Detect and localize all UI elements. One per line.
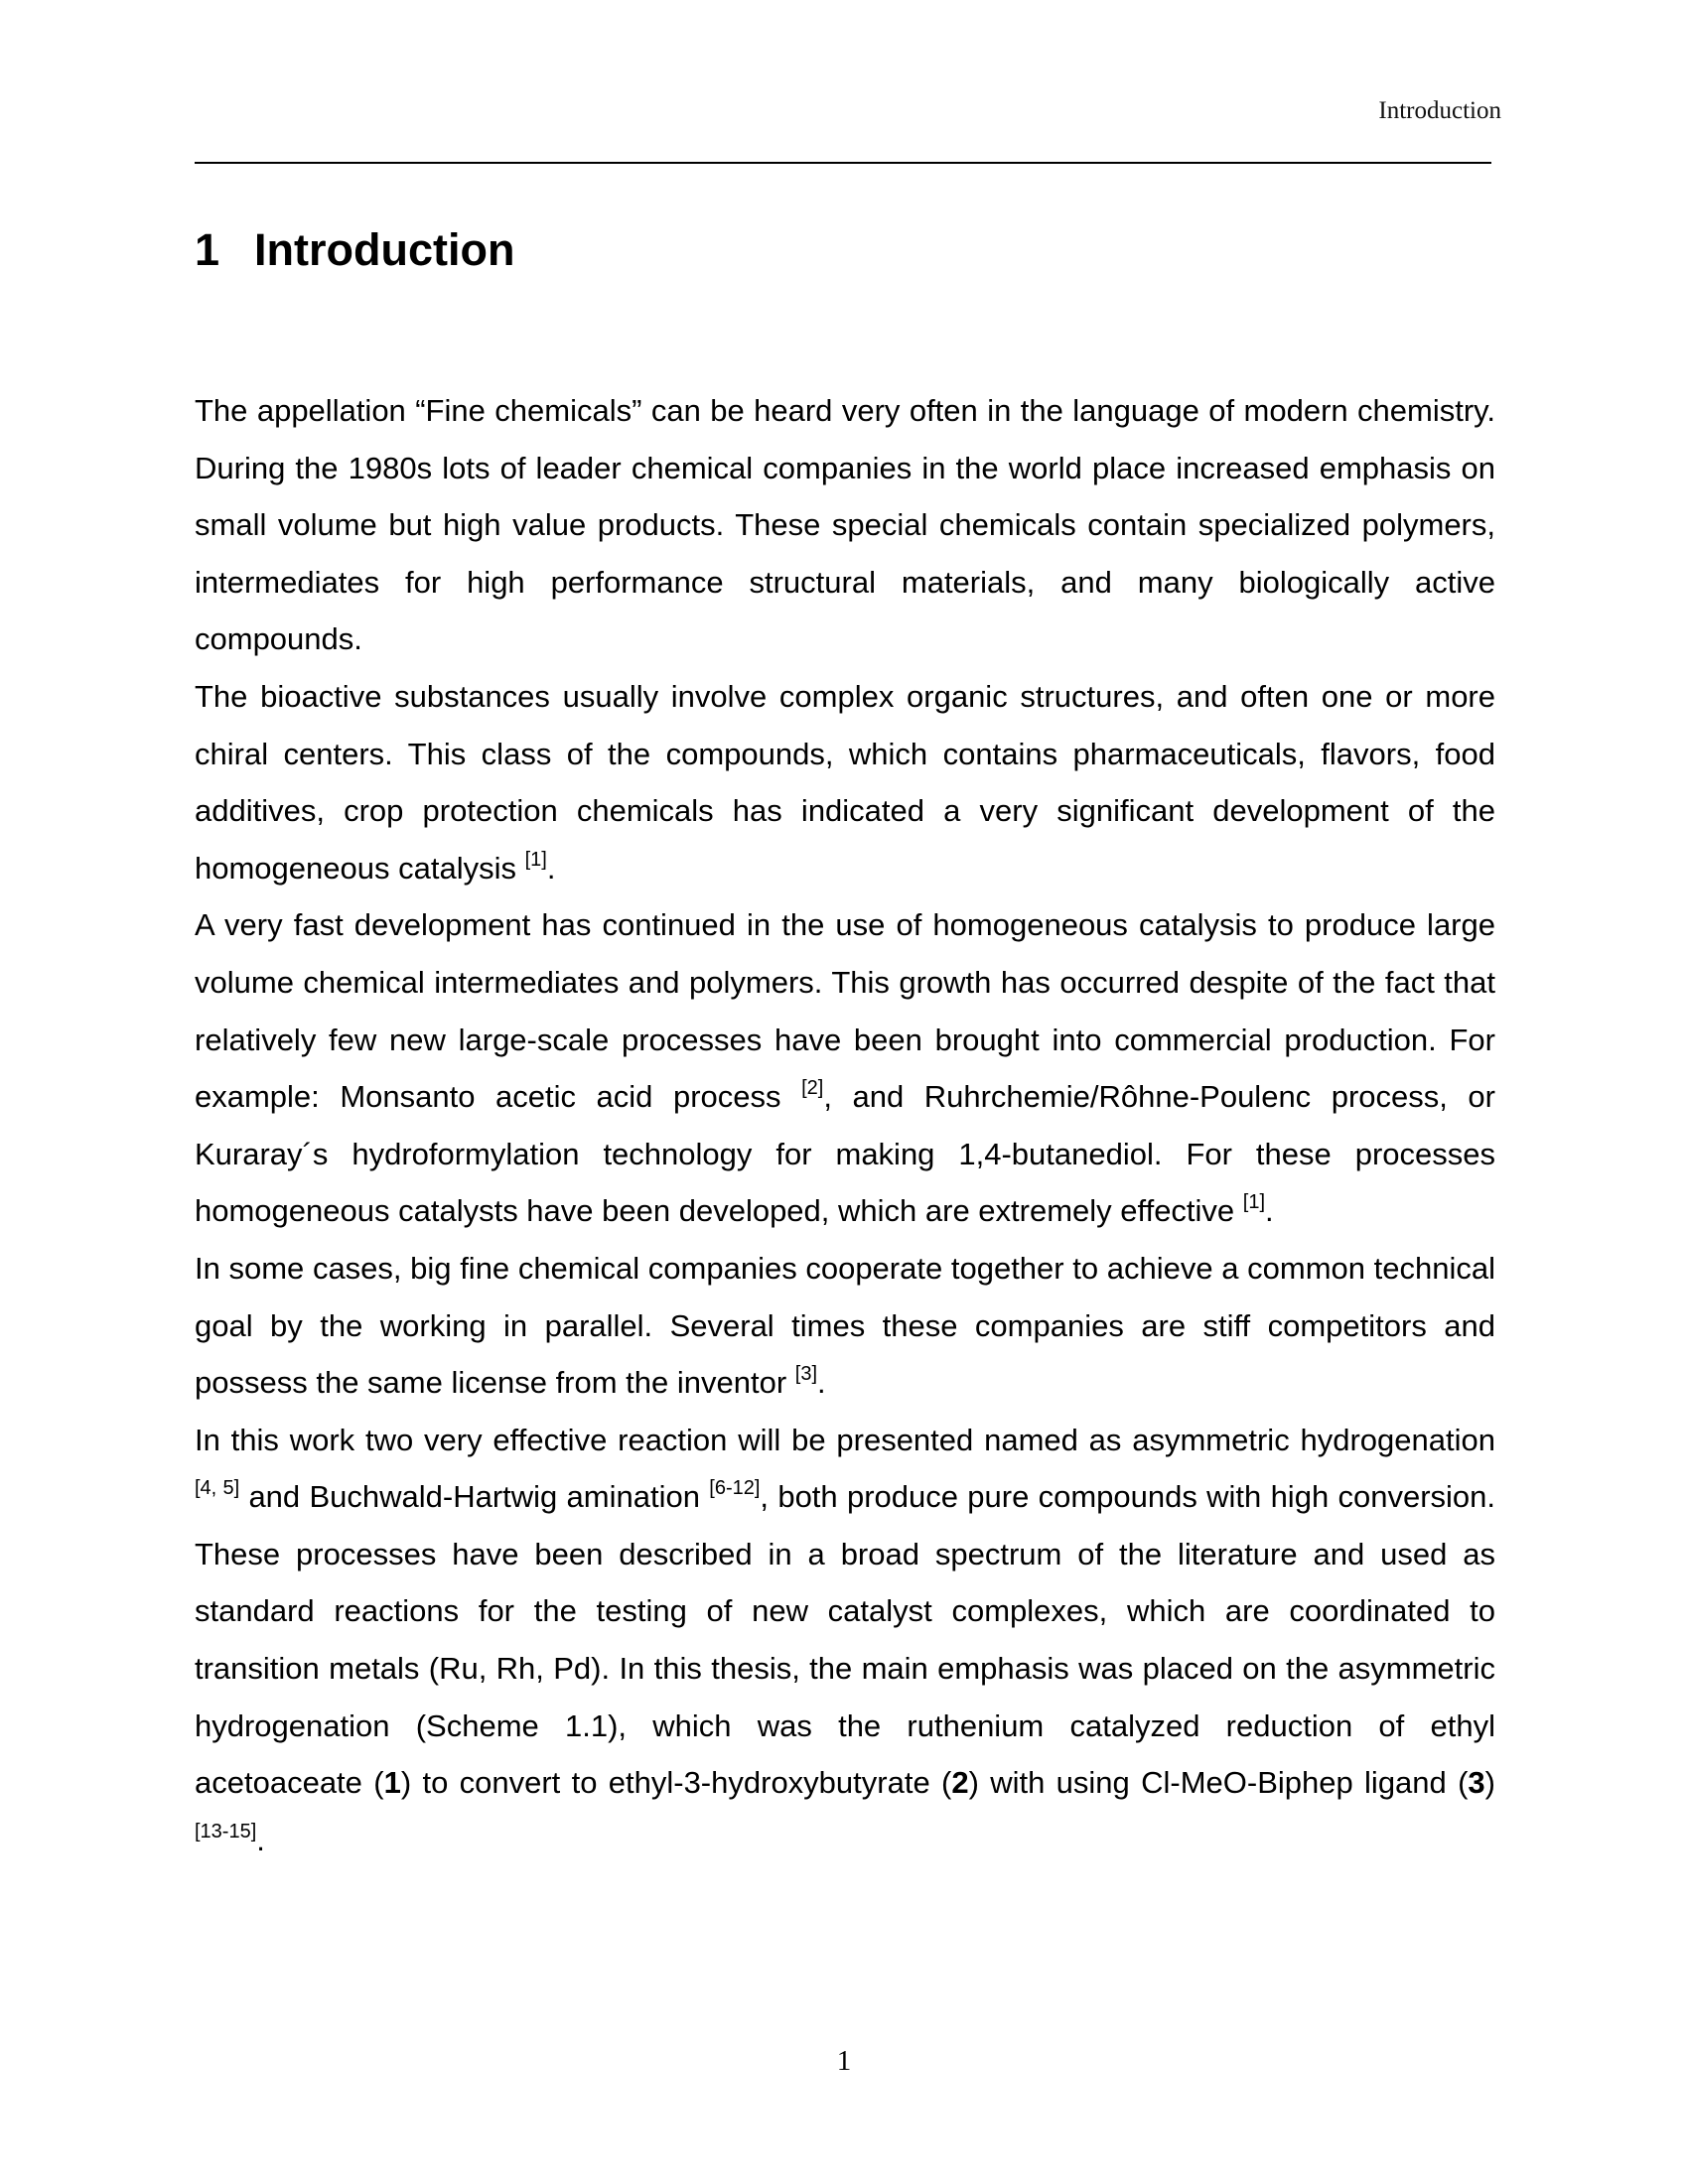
text-run: In some cases, big fine chemical companies cooperate together to achieve a common technical goal by the working in parallel. Several times these companies are stiff competitors and possess the same license from the inventor — [195, 1250, 1495, 1401]
chapter-title: Introduction — [254, 224, 515, 275]
citation-ref: [4, 5] — [195, 1477, 240, 1500]
text-run: , and Ruhrchemie/Rôhne-Poulenc process, or Kuraray´s hydroformylation technology for making 1,4-butanediol. For these processes homogeneous catalysts have been developed, which are extremely effective — [195, 1079, 1495, 1229]
chapter-heading — [195, 223, 514, 277]
chapter-number: 1 — [195, 224, 220, 275]
text-run: In this work two very effective reaction will be presented named as asymmetric hydrogenation — [195, 1422, 1495, 1457]
text-run: . — [256, 1822, 265, 1857]
text-run: ) — [1484, 1765, 1495, 1801]
text-run: . — [1265, 1193, 1274, 1229]
header-rule — [195, 162, 1491, 164]
citation-ref: [1] — [1242, 1191, 1266, 1214]
compound-number: 3 — [1468, 1765, 1485, 1801]
compound-number: 2 — [951, 1765, 969, 1801]
citation-ref: [2] — [801, 1077, 824, 1100]
text-run: A very fast development has continued in the use of homogeneous catalysis to produce large volume chemical intermediates and polymers. This growth has occurred despite of the fact that relatively few new large-scale processes have been brought into commercial production. For example: Monsanto acetic acid process — [195, 907, 1495, 1115]
citation-ref: [1] — [524, 848, 547, 871]
paragraph — [195, 668, 1495, 896]
running-header-title: Introduction — [1378, 97, 1501, 124]
text-run: and Buchwald-Hartwig amination — [239, 1479, 710, 1515]
page-number: 1 — [836, 2045, 852, 2077]
citation-ref: [3] — [794, 1363, 818, 1386]
citation-ref: [13-15] — [195, 1820, 257, 1843]
paragraph — [195, 382, 1495, 668]
text-run: ) with using Cl-MeO-Biphep ligand ( — [968, 1765, 1469, 1801]
text-run: . — [817, 1365, 826, 1401]
compound-number: 1 — [383, 1765, 401, 1801]
paragraph — [195, 896, 1495, 1240]
paragraph — [195, 1412, 1495, 1869]
text-run: ) to convert to ethyl-3-hydroxybutyrate ( — [400, 1765, 952, 1801]
text-run: The appellation “Fine chemicals” can be heard very often in the language of modern chemistry. During the 1980s lots of leader chemical companies in the world place increased emphasis on small volume but high value products. These special chemicals contain specialized polymers, intermediates for high performance structural materials, and many biologically active compounds. — [195, 393, 1495, 657]
body-text — [195, 382, 1495, 1868]
text-run: The bioactive substances usually involve complex organic structures, and often one or more chiral centers. This class of the compounds, which contains pharmaceuticals, flavors, food additives, crop protection chemicals has indicated a very significant development of the homogeneous catalysis — [195, 678, 1495, 886]
paragraph — [195, 1240, 1495, 1412]
text-run: . — [546, 850, 556, 886]
text-run: , both produce pure compounds with high conversion. These processes have been described in a broad spectrum of the literature and used as standard reactions for the testing of new catalyst complexes, which are coordinated to transition metals (Ru, Rh, Pd). In this thesis, the main emphasis was placed on the asymmetric hydrogenation (Scheme 1.1), which was the ruthenium catalyzed reduction of ethyl acetoaceate ( — [195, 1479, 1495, 1801]
citation-ref: [6-12] — [709, 1477, 761, 1500]
